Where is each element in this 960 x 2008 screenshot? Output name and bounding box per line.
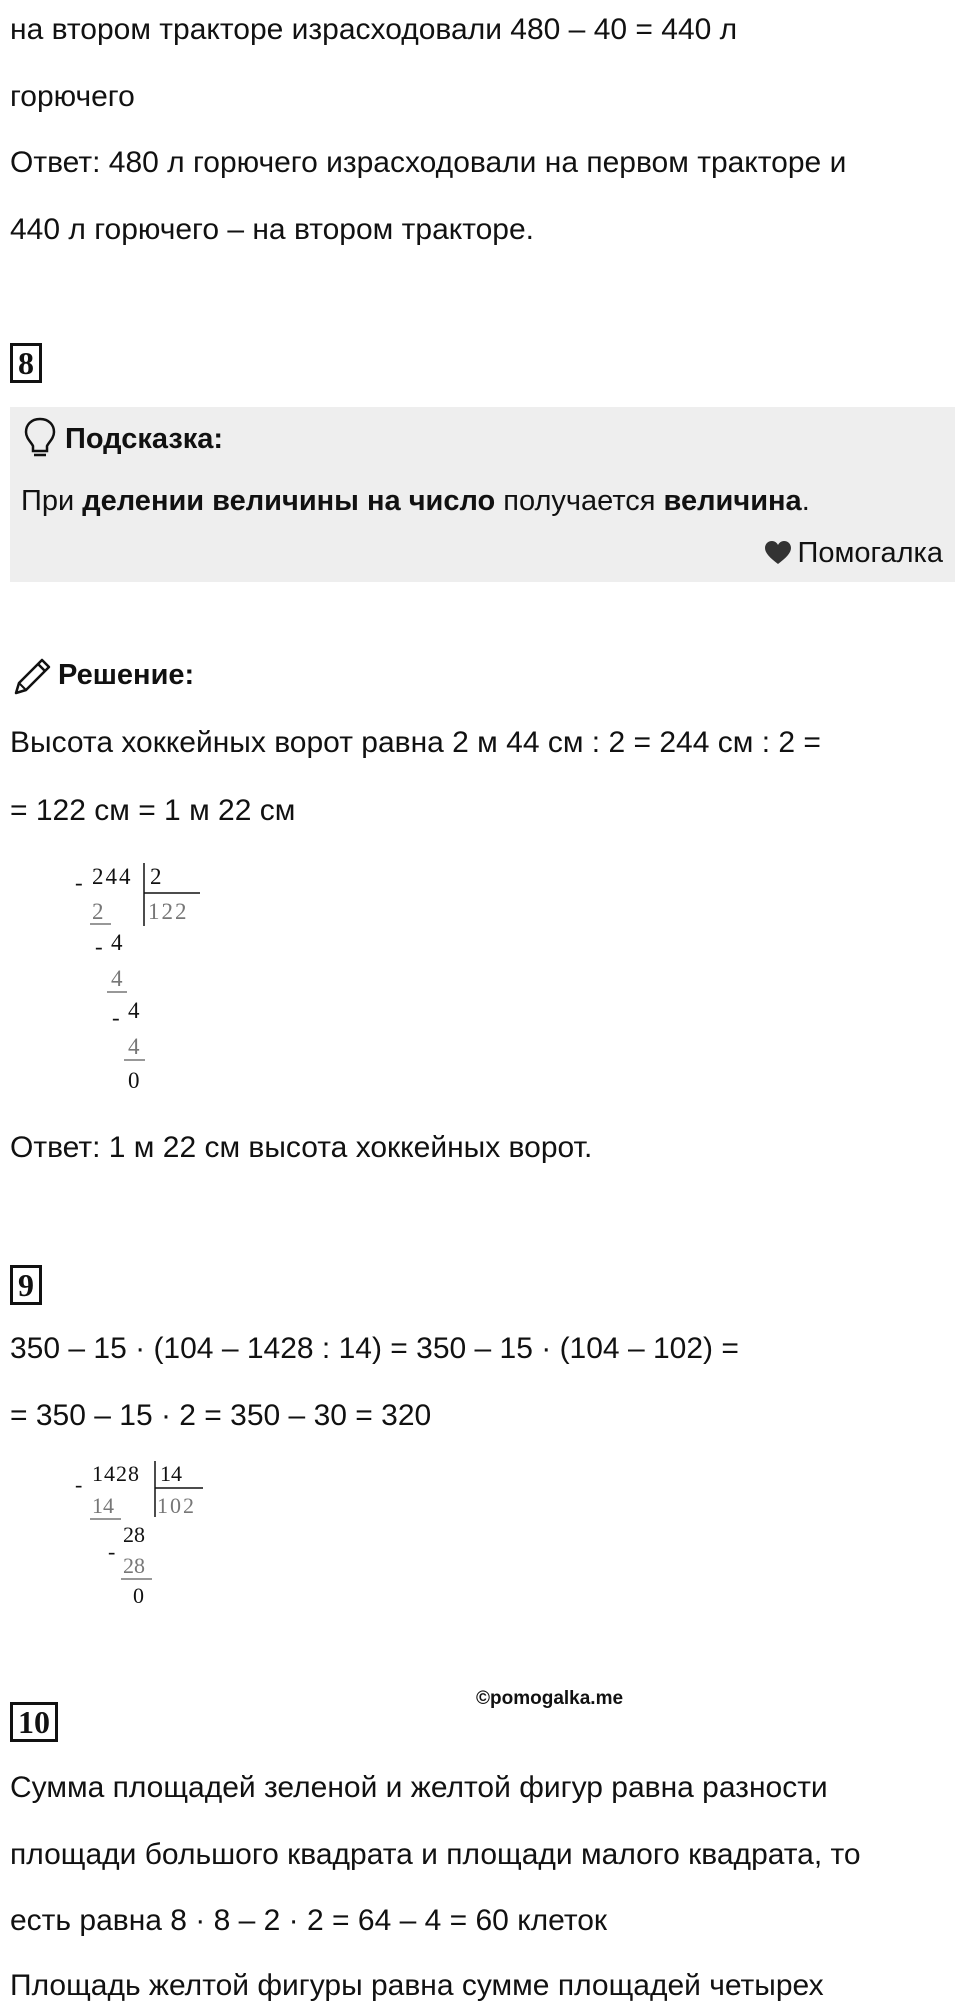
step-subtrahend: 2 <box>92 899 104 924</box>
quotient: 122 <box>148 899 189 924</box>
quotient: 102 <box>157 1493 196 1518</box>
dividend: 1428 <box>92 1461 140 1486</box>
task-number-10: 10 <box>10 1702 58 1742</box>
heart-icon <box>764 537 792 577</box>
lightbulb-icon <box>22 415 58 464</box>
svg-text:-: - <box>75 870 83 895</box>
text-line: на втором тракторе израсходовали 480 – 40 = 440 л <box>10 13 738 46</box>
hint-box <box>10 407 955 582</box>
hint-brand[interactable] <box>764 533 943 577</box>
step-subtrahend: 14 <box>92 1493 114 1518</box>
svg-text:-: - <box>75 1472 83 1497</box>
hint-title: Подсказка: <box>65 423 224 455</box>
step-remainder: 28 <box>123 1522 145 1547</box>
task-number-8: 8 <box>10 343 42 383</box>
step-subtrahend: 4 <box>128 1034 140 1059</box>
copyright-watermark: ©pomogalka.me <box>476 1688 624 1709</box>
solution-line: Площадь желтой фигуры равна сумме площадей четырех <box>10 1969 824 2002</box>
final-remainder: 0 <box>128 1068 140 1093</box>
hint-text: При делении величины на число получается величина. <box>21 485 810 517</box>
step-subtrahend: 4 <box>111 966 123 991</box>
pencil-icon <box>10 655 54 710</box>
solution-line: Сумма площадей зеленой и желтой фигур равна разности <box>10 1771 828 1804</box>
long-division-1428-by-14 <box>75 1455 235 1615</box>
solution-title: Решение: <box>58 659 195 691</box>
answer-line: 440 л горючего – на втором тракторе. <box>10 213 535 246</box>
divisor: 14 <box>160 1461 182 1486</box>
svg-text:-: - <box>108 1539 116 1564</box>
solution-line: площади большого квадрата и площади малого квадрата, то <box>10 1838 861 1871</box>
svg-text:-: - <box>95 934 103 959</box>
step-subtrahend: 28 <box>123 1553 145 1578</box>
step-remainder: 4 <box>111 930 123 955</box>
long-division-244-by-2 <box>75 858 215 1098</box>
solution-line: Высота хоккейных ворот равна 2 м 44 см : 2 = 244 см : 2 = <box>10 726 821 759</box>
solution-line: = 350 – 15 · 2 = 350 – 30 = 320 <box>10 1399 432 1432</box>
dividend: 244 <box>92 864 133 889</box>
answer-line: Ответ: 480 л горючего израсходовали на первом тракторе и <box>10 146 847 179</box>
task-number-9: 9 <box>10 1265 42 1305</box>
final-remainder: 0 <box>133 1583 144 1608</box>
divisor: 2 <box>150 864 162 889</box>
solution-line: 350 – 15 · (104 – 1428 : 14) = 350 – 15 · (104 – 102) = <box>10 1332 739 1365</box>
solution-line: = 122 см = 1 м 22 см <box>10 794 296 827</box>
answer-line: Ответ: 1 м 22 см высота хоккейных ворот. <box>10 1131 593 1164</box>
text-line: горючего <box>10 80 135 113</box>
brand-label: Помогалка <box>797 537 943 569</box>
solution-line: есть равна 8 · 8 – 2 · 2 = 64 – 4 = 60 клеток <box>10 1904 608 1937</box>
svg-text:-: - <box>112 1005 120 1030</box>
step-remainder: 4 <box>128 998 140 1023</box>
